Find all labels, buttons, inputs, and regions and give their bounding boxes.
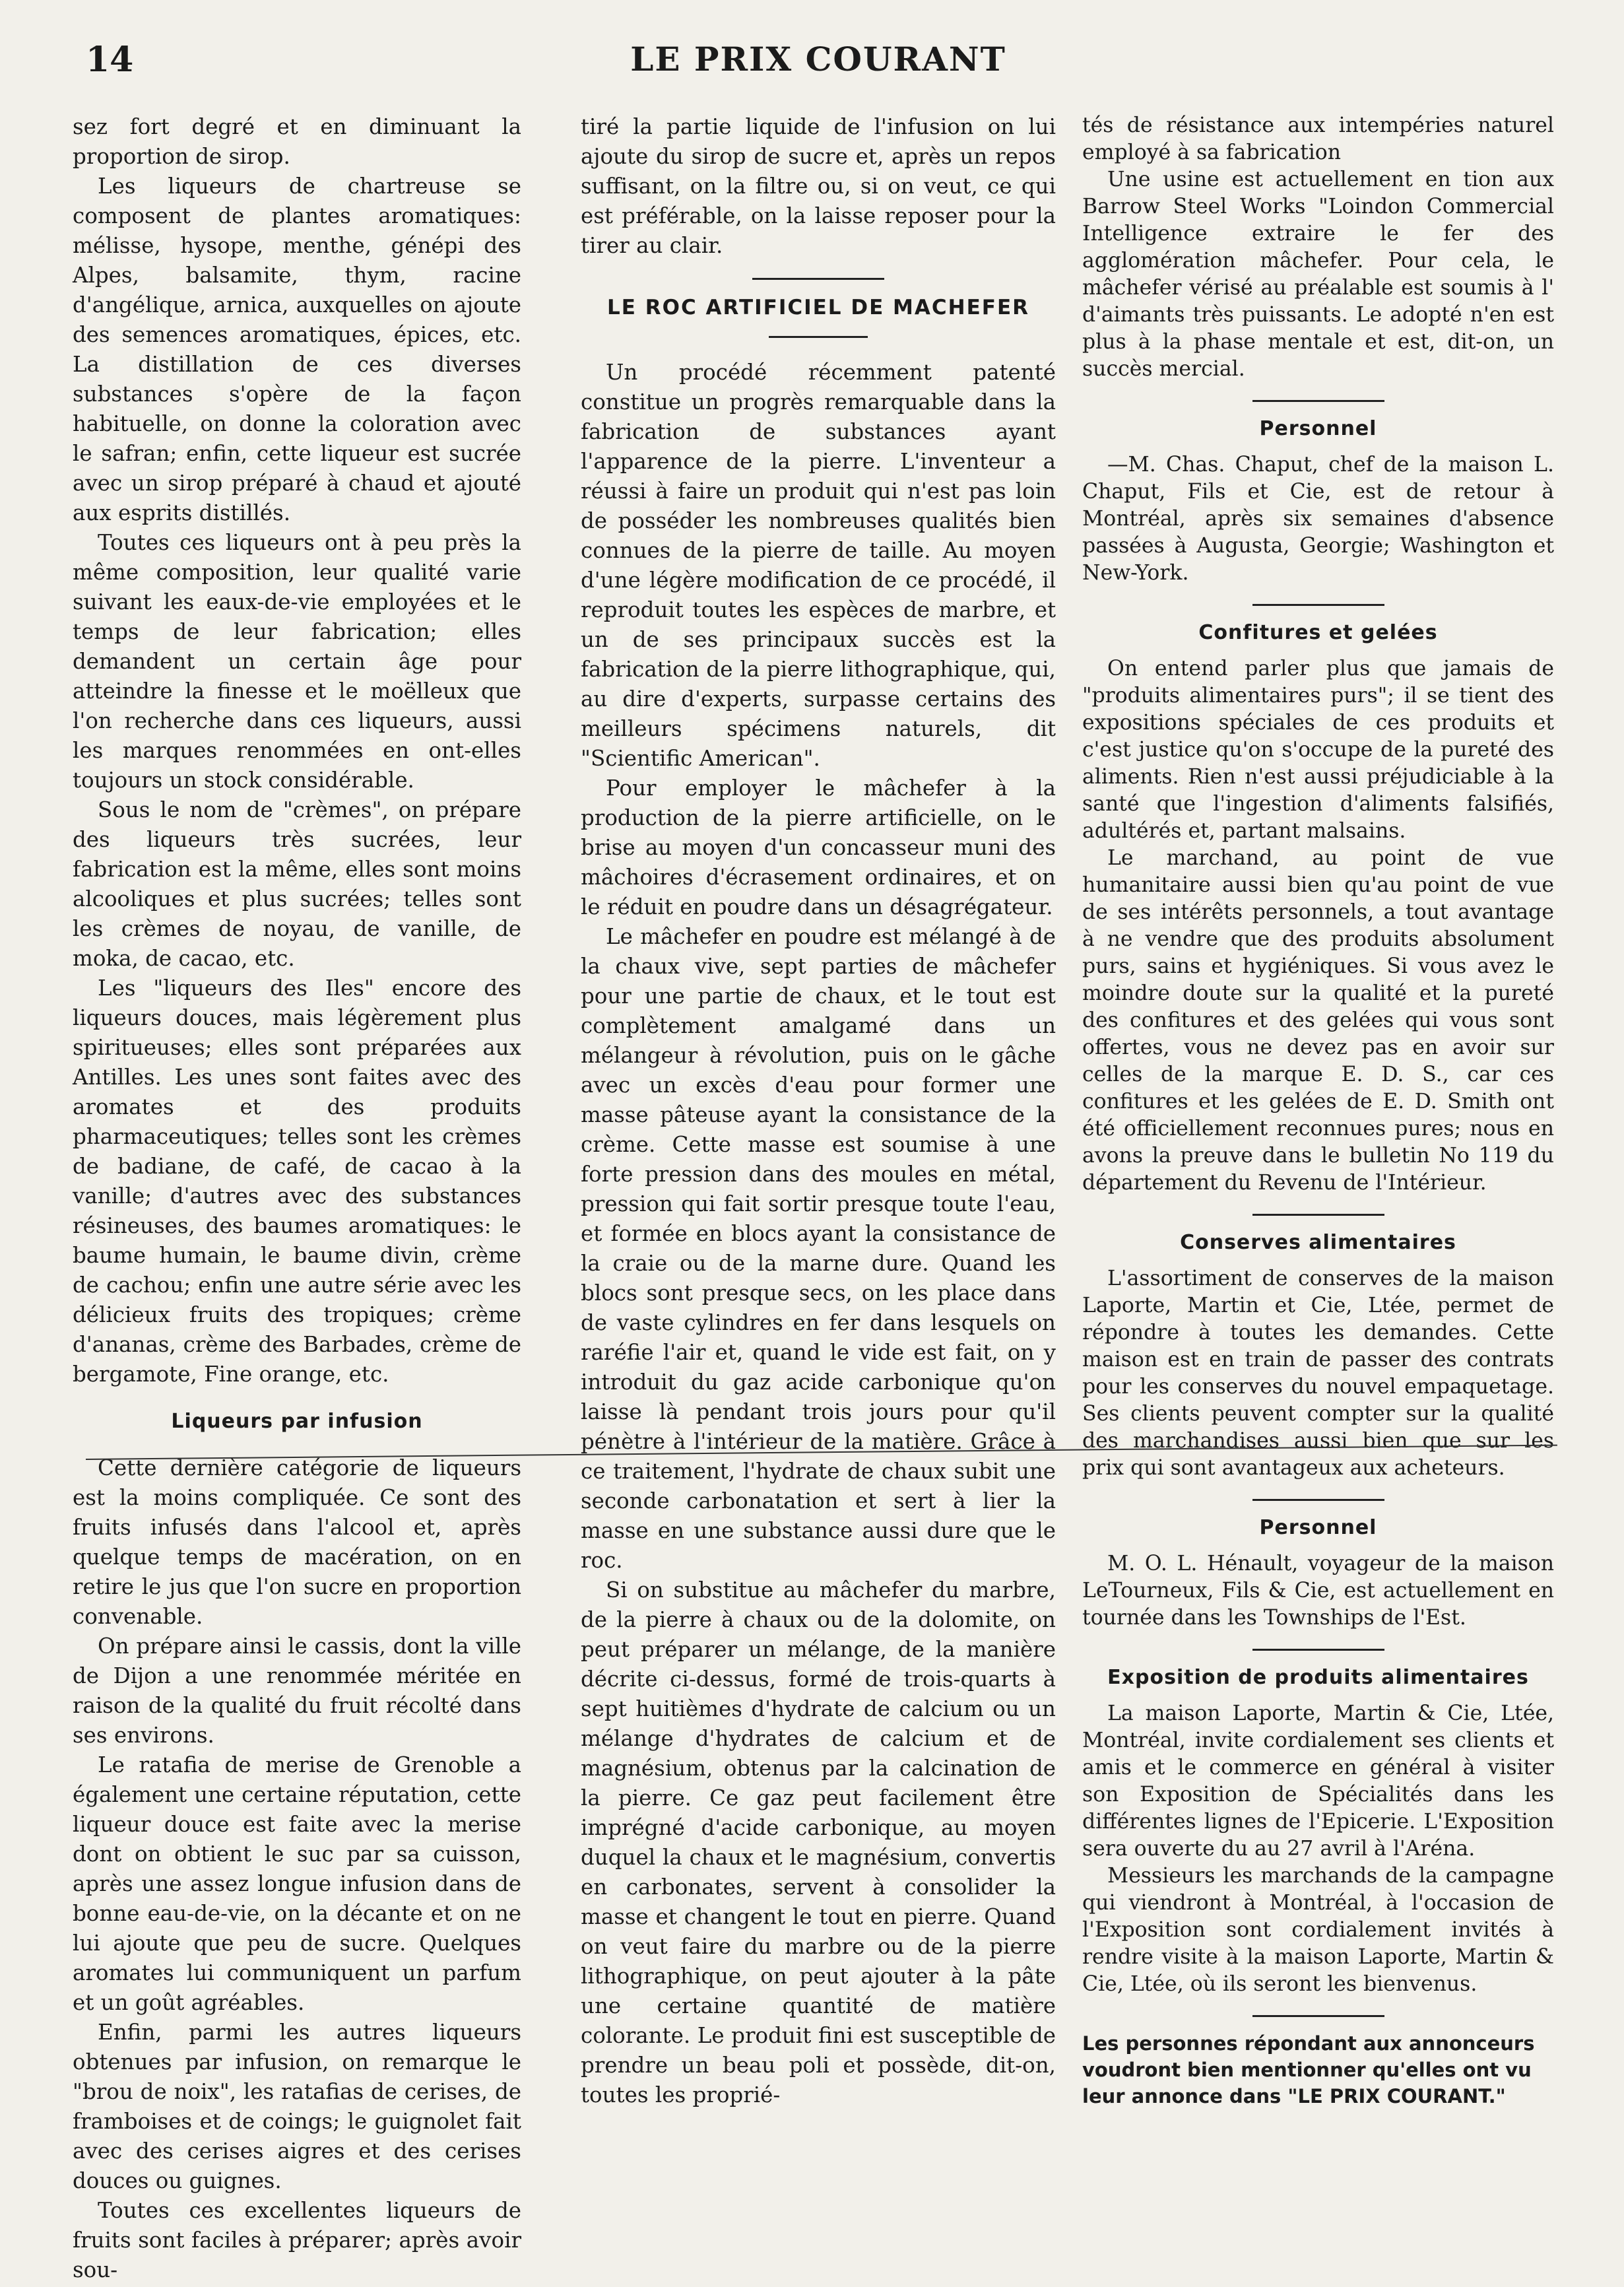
paragraph: tés de résistance aux intempéries naturel employé à sa fabrication <box>1082 114 1554 164</box>
paragraph: L'assortiment de conserves de la maison Laporte, Martin et Cie, Ltée, permet de répondre à toutes les demandes. Cette maison est en train de passer des contrats pour les conserves du nouvel empaquetage. Ses clients peuvent compter sur la qualité des marchandises aussi bien que sur les prix qui sont avantageux aux acheteurs. <box>1082 1267 1554 1480</box>
paragraph: Enfin, parmi les autres liqueurs obtenues par infusion, on remarque le "brou de noix", les ratafias de cerises, de framboises et de coings; le guignolet fait avec des cerises aigres et des cerises douces ou guignes. <box>73 2020 521 2193</box>
paragraph: Une usine est actuellement en tion aux Barrow Steel Works "Loindon Commercial Intelligence extraire le fer des agglomération mâchefer. Pour cela, le mâchefer vérisé au préalable est soumis à l' d'aimants très puissants. Le adopté n'en est plus à la phase mentale et est, dit-on, un succès mercial. <box>1082 168 1554 381</box>
paragraph: Toutes ces liqueurs ont à peu près la même composition, leur qualité varie suivant les eaux-de-vie employées et le temps de leur fabrication; elles demandent un certain âge pour atteindre la finesse et le moëlleux que l'on recherche dans ces liqueurs, aussi les marques renommées en ont-elles toujours un stock considérable. <box>73 530 521 793</box>
section-heading: Liqueurs par infusion <box>171 1410 423 1433</box>
separator <box>1252 604 1384 606</box>
separator <box>752 278 884 280</box>
section-heading: Personnel <box>1259 1516 1377 1539</box>
paragraph: La maison Laporte, Martin & Cie, Ltée, Montréal, invite cordialement ses clients et amis et le commerce en général à visiter son Exposition de Spécialités dans les différentes lignes de l'Epicerie. L'Exposition sera ouverte du au 27 avril à l'Aréna. <box>1082 1702 1554 1861</box>
journal-title: LE PRIX COURANT <box>630 40 1006 79</box>
separator <box>1252 400 1384 402</box>
paragraph: Les liqueurs de chartreuse se composent de plantes aromatiques: mélisse, hysope, menthe, génépi des Alpes, balsamite, thym, racine d'angélique, arnica, auxquelles on ajoute des semences aromatiques, épices, etc. La distillation de ces diverses substances s'opère de la façon habituelle, on donne la coloration avec le safran; enfin, cette liqueur est sucrée avec un sirop préparé à chaud et ajouté aux esprits distillés. <box>73 174 521 525</box>
paragraph: On entend parler plus que jamais de "produits alimentaires purs"; il se tient des expositions spéciales de ces produits et c'est justice qu'on s'occupe de la pureté des aliments. Rien n'est aussi préjudiciable à la santé que l'ingestion d'aliments falsifiés, adultérés et, partant malsains. <box>1082 657 1554 843</box>
separator <box>1252 1649 1384 1651</box>
column-1 <box>73 112 521 2282</box>
separator <box>1252 1499 1384 1501</box>
paragraph: Messieurs les marchands de la campagne qui viendront à Montréal, à l'occasion de l'Exposition sont cordialement invités à rendre visite à la maison Laporte, Martin & Cie, Ltée, où ils seront les bienvenus. <box>1082 1864 1554 1996</box>
advertiser-notice: Les personnes répondant aux annonceurs voudront bien mentionner qu'elles ont vu leur annonce dans "LE PRIX COURANT." <box>1082 2032 1535 2107</box>
section-heading: Personnel <box>1259 417 1377 440</box>
separator <box>1252 2015 1384 2017</box>
section-heading: Exposition de produits alimentaires <box>1107 1666 1529 1689</box>
page-number: 14 <box>86 40 134 80</box>
paragraph: Le mâchefer en poudre est mélangé à de la chaux vive, sept parties de mâchefer pour une partie de chaux, et le tout est complètement amalgamé dans un mélangeur à révolution, puis on le gâche avec un excès d'eau pour former une masse pâteuse ayant la consistance de la crème. Cette masse est soumise à une forte pression dans des moules en métal, pression qui fait sortir presque toute l'eau, et formée en blocs ayant la consistance de la craie ou de la marne dure. Quand les blocs sont presque secs, on les place dans de vaste cylindres en fer dans lesquels on raréfie l'air et, quand le vide est fait, on y introduit du gaz acide carbonique qu'on laisse là pendant trois jours pour qu'il pénètre à l'intérieur de la matière. Grâce à ce traitement, l'hydrate de chaux subit une seconde carbonatation et sert à lier la masse en une substance aussi dure que le roc. <box>581 924 1056 1573</box>
separator <box>769 336 868 338</box>
article-title: LE ROC ARTIFICIEL DE MACHEFER <box>607 296 1029 319</box>
paragraph: tiré la partie liquide de l'infusion on lui ajoute du sirop de sucre et, après un repos suffisant, on la filtre ou, si on veut, ce qui est préférable, on la laisse reposer pour la tirer au clair. <box>581 114 1056 258</box>
paragraph: Un procédé récemment patenté constitue un progrès remarquable dans la fabrication de substances ayant l'apparence de la pierre. L'inventeur a réussi à faire un produit qui n'est pas loin de posséder les nombreuses qualités bien connues de la pierre de taille. Au moyen d'une légère modification de ce procédé, il reproduit toutes les espèces de marbre, et un de ses principaux succès est la fabrication de la pierre lithographique, qui, au dire d'experts, surpasse certains des meilleurs spécimens naturels, dit "Scientific American". <box>581 360 1056 771</box>
paragraph: sez fort degré et en diminuant la proportion de sirop. <box>73 114 521 169</box>
column-2 <box>581 112 1056 2257</box>
column-3 <box>1082 112 1554 2257</box>
paragraph: M. O. L. Hénault, voyageur de la maison LeTourneux, Fils & Cie, est actuellement en tournée dans les Townships de l'Est. <box>1082 1552 1554 1630</box>
paragraph: Le ratafia de merise de Grenoble a également une certaine réputation, cette liqueur douce est faite avec la merise dont on obtient le suc par sa cuisson, après une assez longue infusion dans de bonne eau-de-vie, on la décante et on ne lui ajoute que peu de sucre. Quelques aromates lui communiquent un parfum et un goût agréables. <box>73 1752 521 2015</box>
paragraph: Cette dernière catégorie de liqueurs est la moins compliquée. Ce sont des fruits infusés dans l'alcool et, après quelque temps de macération, on en retire le jus que l'on sucre en proportion convenable. <box>73 1455 521 1629</box>
page-header <box>79 40 1557 86</box>
paragraph: Sous le nom de "crèmes", on prépare des liqueurs très sucrées, leur fabrication est la même, elles sont moins alcooliques et plus sucrées; telles sont les crèmes de noyau, de vanille, de moka, de cacao, etc. <box>73 797 521 971</box>
paragraph: Toutes ces excellentes liqueurs de fruits sont faciles à préparer; après avoir sou- <box>73 2198 521 2282</box>
paragraph: Les "liqueurs des Iles" encore des liqueurs douces, mais légèrement plus spiritueuses; elles sont préparées aux Antilles. Les unes sont faites avec des aromates et des produits pharmaceutiques; telles sont les crèmes de badiane, de café, de cacao à la vanille; d'autres avec des substances résineuses, des baumes aromatiques: le baume humain, le baume divin, crème de cachou; enfin une autre série avec les délicieux fruits des tropiques; crème d'ananas, crème des Barbades, crème de bergamote, Fine orange, etc. <box>73 976 521 1387</box>
paragraph: Le marchand, au point de vue humanitaire aussi bien qu'au point de vue de ses intérêts personnels, a tout avantage à ne vendre que des produits absolument purs, sains et hygiéniques. Si vous avez le moindre doute sur la qualité et la pureté des confitures et des gelées qui vous sont offertes, vous ne devez pas en avoir sur celles de la marque E. D. S., car ces confitures et les gelées de E. D. Smith ont été officiellement reconnues pures; nous en avons la preuve dans le bulletin No 119 du département du Revenu de l'Intérieur. <box>1082 846 1554 1195</box>
paragraph: —M. Chas. Chaput, chef de la maison L. Chaput, Fils et Cie, est de retour à Montréal, après six semaines d'absence passées à Augusta, Georgie; Washington et New-York. <box>1082 453 1554 585</box>
paragraph: Pour employer le mâchefer à la production de la pierre artificielle, on le brise au moyen d'un concasseur muni des mâchoires d'écrasement ordinaires, et on le réduit en poudre dans un désagrégateur. <box>581 776 1056 919</box>
section-heading: Conserves alimentaires <box>1180 1231 1456 1254</box>
paragraph: On prépare ainsi le cassis, dont la ville de Dijon a une renommée méritée en raison de la qualité du fruit récolté dans ses environs. <box>73 1634 521 1748</box>
section-heading: Confitures et gelées <box>1198 621 1438 644</box>
paragraph: Si on substitue au mâchefer du marbre, de la pierre à chaux ou de la dolomite, on peut préparer un mélange, de la manière décrite ci-dessus, formé de trois-quarts à sept huitièmes d'hydrate de calcium ou un mélange d'hydrates de calcium et de magnésium, obtenus par la calcination de la pierre. Ce gaz peut facilement être imprégné d'acide carbonique, au moyen duquel la chaux et le magnésium, convertis en carbonates, servent à consolider la masse et changent le tout en pierre. Quand on veut faire du marbre ou de la pierre lithographique, on peut ajouter à la pâte une certaine quantité de matière colorante. Le produit fini est susceptible de prendre un beau poli et possède, dit-on, toutes les proprié- <box>581 1577 1056 2107</box>
separator <box>1252 1214 1384 1216</box>
